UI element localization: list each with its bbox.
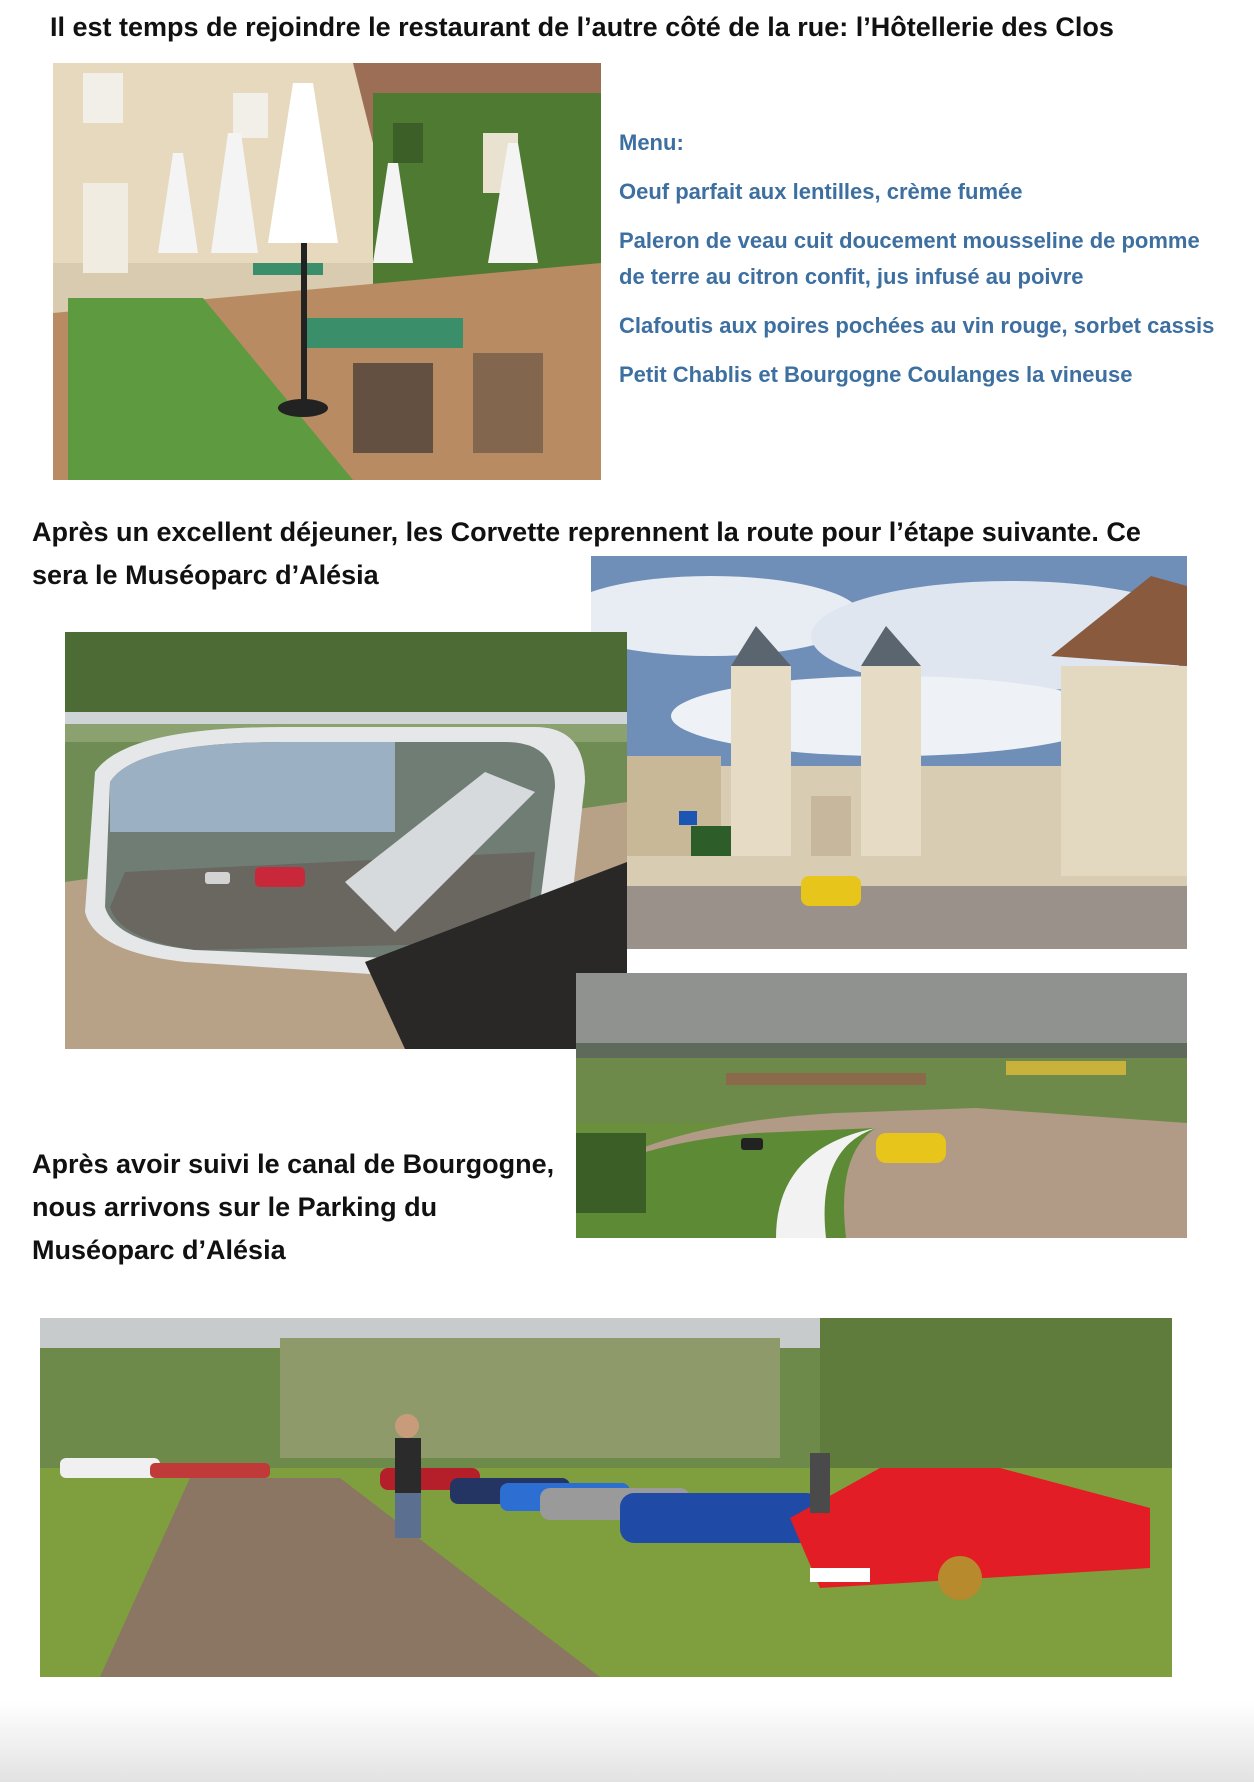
menu-item: Oeuf parfait aux lentilles, crème fumée xyxy=(619,179,1023,204)
menu-title: Menu: xyxy=(619,130,684,155)
paragraph-lunch: Après un excellent déjeuner, les Corvette reprennent la route pour l’étape suivante. Ce sera le Muséoparc d’Alésia xyxy=(32,517,1141,590)
mirror-photo xyxy=(65,632,627,1049)
paragraph-canal: Après avoir suivi le canal de Bourgogne, nous arrivons sur le Parking du Muséoparc d’Alésia xyxy=(32,1149,555,1265)
hotel-terrace-photo xyxy=(53,63,601,480)
menu-item: Petit Chablis et Bourgogne Coulanges la vineuse xyxy=(619,362,1133,387)
page-bottom-edge xyxy=(0,1700,1254,1782)
menu-item: Clafoutis aux poires pochées au vin rouge, sorbet cassis xyxy=(619,313,1215,338)
parking-photo xyxy=(40,1318,1172,1677)
intro-heading: Il est temps de rejoindre le restaurant de l’autre côté de la rue: l’Hôtellerie des Clos xyxy=(50,12,1114,42)
countryside-road-photo xyxy=(576,973,1187,1238)
menu-section xyxy=(619,125,1219,406)
village-towers-photo xyxy=(591,556,1187,949)
menu-item: Paleron de veau cuit doucement mousseline de pomme de terre au citron confit, jus infusé au poivre xyxy=(619,228,1200,289)
